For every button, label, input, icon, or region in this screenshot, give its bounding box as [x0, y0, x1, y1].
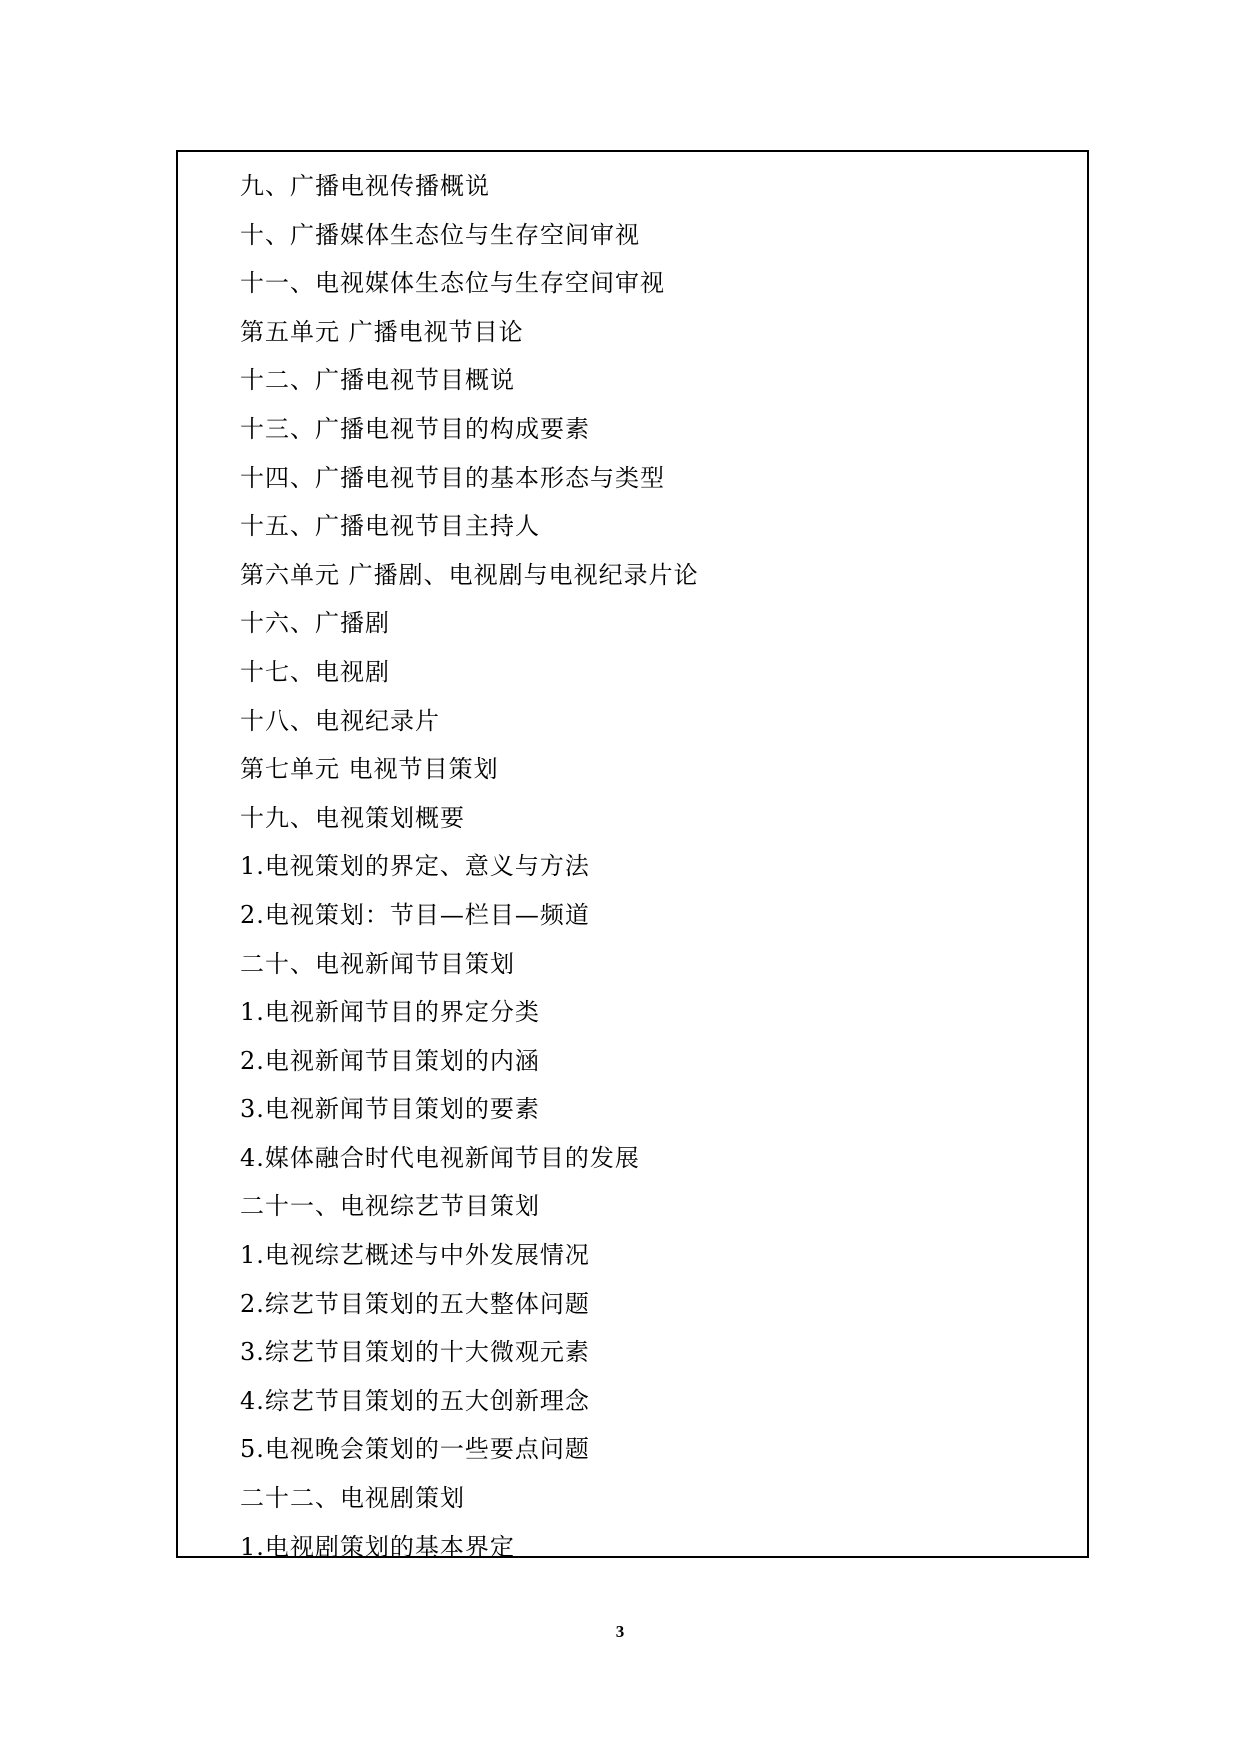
content-line: 5.电视晚会策划的一些要点问题: [240, 1435, 590, 1464]
content-line: 4.综艺节目策划的五大创新理念: [240, 1386, 590, 1415]
content-line: 1.电视综艺概述与中外发展情况: [240, 1241, 590, 1270]
content-line: 十六、广播剧: [240, 609, 390, 638]
content-line: 十九、电视策划概要: [240, 803, 465, 832]
content-line: 十一、电视媒体生态位与生存空间审视: [240, 269, 665, 298]
content-line: 2.综艺节目策划的五大整体问题: [240, 1289, 590, 1318]
unit-heading: 第五单元 广播电视节目论: [240, 317, 524, 346]
content-line: 3.综艺节目策划的十大微观元素: [240, 1338, 590, 1367]
content-line: 十三、广播电视节目的构成要素: [240, 414, 590, 443]
content-line: 1.电视剧策划的基本界定: [240, 1532, 515, 1561]
content-line: 二十、电视新闻节目策划: [240, 949, 515, 978]
content-line: 十七、电视剧: [240, 657, 390, 686]
content-line-list: [240, 162, 1077, 1571]
content-line: 2.电视新闻节目策划的内涵: [240, 1046, 540, 1075]
content-line: 2.电视策划：节目—栏目—频道: [240, 900, 590, 929]
unit-heading: 第七单元 电视节目策划: [240, 755, 499, 784]
content-line: 十八、电视纪录片: [240, 706, 440, 735]
content-line: 九、广播电视传播概说: [240, 172, 490, 200]
content-line: 十二、广播电视节目概说: [240, 366, 515, 395]
syllabus-content-box: [176, 150, 1089, 1561]
content-line: 1.电视策划的界定、意义与方法: [240, 852, 590, 881]
content-line: 4.媒体融合时代电视新闻节目的发展: [240, 1143, 640, 1172]
content-line: 十四、广播电视节目的基本形态与类型: [240, 463, 665, 492]
content-line: 二十二、电视剧策划: [240, 1484, 465, 1513]
page-number: 3: [615, 1622, 625, 1641]
content-line: 3.电视新闻节目策划的要素: [240, 1095, 540, 1124]
unit-heading: 第六单元 广播剧、电视剧与电视纪录片论: [240, 560, 699, 589]
content-line: 十五、广播电视节目主持人: [240, 512, 540, 541]
content-line: 1.电视新闻节目的界定分类: [240, 998, 540, 1027]
content-line: 十、广播媒体生态位与生存空间审视: [240, 220, 640, 249]
content-line: 二十一、电视综艺节目策划: [240, 1192, 540, 1221]
